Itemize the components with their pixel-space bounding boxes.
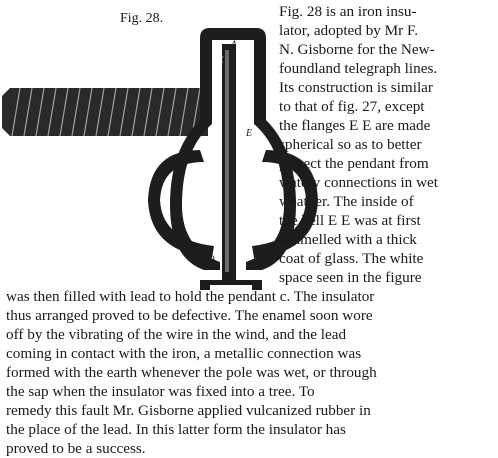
text-line: proved to be a success. [6,440,146,457]
label-e-right: E [246,128,253,139]
screw-shank [2,88,208,136]
text-line: lator, adopted by Mr F. [279,22,419,39]
text-line: coat of glass. The white [279,250,424,267]
text-line: the sap when the insulator was fixed into a tree. To [6,383,315,400]
label-a: A [231,39,237,49]
text-line: was then filled with lead to hold the pendant c. The insulator [6,288,375,305]
text-line: to that of fig. 27, except [279,98,425,115]
text-line: the bell E E was at first [279,212,421,229]
text-line: coming in contact with the iron, a metallic connection was [6,345,362,362]
label-d: D [208,254,215,264]
figure-caption: Fig. 28. [120,11,164,26]
text-line: thus arranged proved to be defective. The enamel soon wore [6,307,373,324]
text-line: space seen in the figure [279,269,422,286]
text-line: the place of the lead. In this latter form the insulator has [6,421,346,438]
text-line: weather. The inside of [279,193,414,210]
label-e-left: E [190,128,197,139]
text-line: protect the pendant from [279,155,429,172]
text-line: Its construction is similar [279,79,433,96]
text-line: enamelled with a thick [279,231,417,248]
text-line: remedy this fault Mr. Gisborne applied vulcanized rubber in [6,402,371,419]
text-line: off by the vibrating of the wire in the wind, and the lead [6,326,347,343]
text-line: foundland telegraph lines. [279,60,438,77]
text-line: spherical so as to better [279,136,422,153]
text-line: formed with the earth whenever the pole was wet, or through [6,364,377,381]
text-line: watery connections in wet [279,174,438,191]
label-c: C [217,55,224,65]
text-line: N. Gisborne for the New- [279,41,435,58]
text-line: Fig. 28 is an iron insu- [279,3,417,20]
text-line: the flanges E E are made [279,117,431,134]
